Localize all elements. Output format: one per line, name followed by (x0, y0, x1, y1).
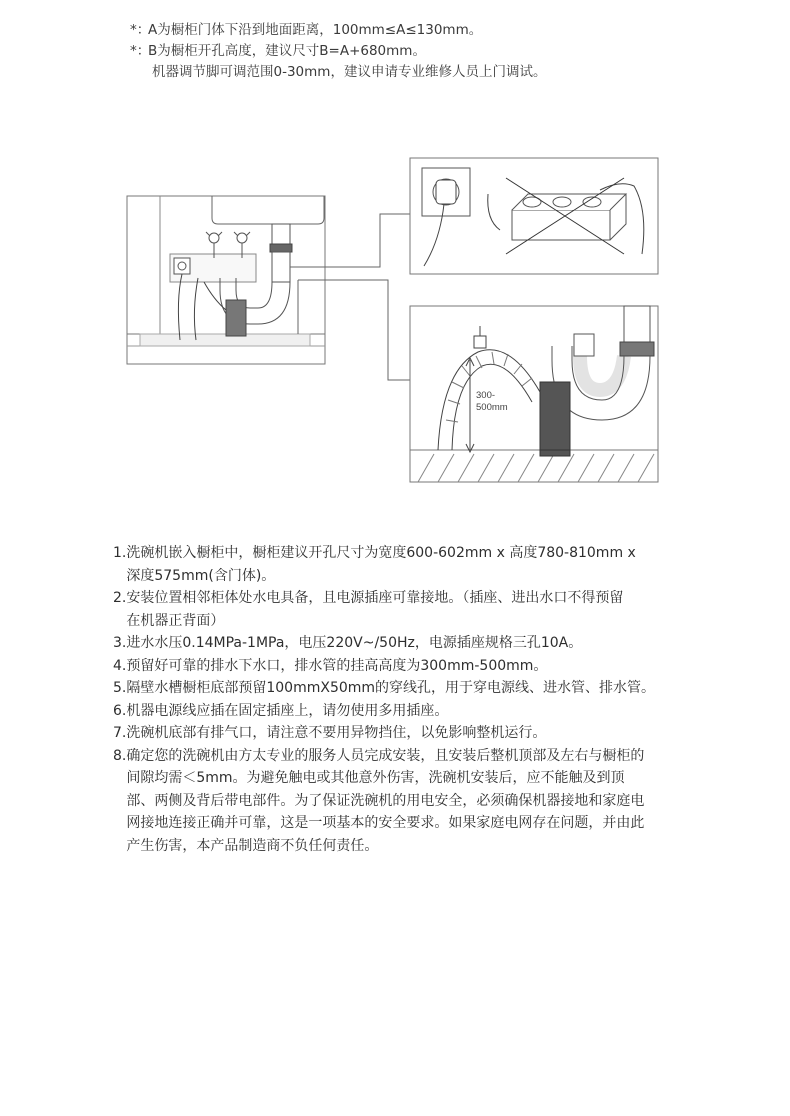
item-number: 5. (113, 680, 127, 696)
item-number: 7. (113, 725, 127, 741)
item-text (126, 655, 683, 678)
note-adjust (130, 62, 546, 83)
note-star: *： (130, 43, 151, 59)
item-line: 产生伤害，本产品制造商不负任何责任。 (126, 837, 379, 854)
list-item (113, 655, 683, 678)
item-line: 深度575mm(含门体)。 (126, 567, 276, 584)
item-line: 洗碗机底部有排气口，请注意不要用异物挡住，以免影响整机运行。 (126, 725, 547, 741)
list-item (113, 587, 683, 632)
item-line: 安装位置相邻柜体处水电具备，且电源插座可靠接地。（插座、进出水口不得预留 (126, 590, 624, 606)
drain-detail (410, 306, 658, 482)
item-line: 在机器正背面） (126, 612, 225, 629)
cabinet-illustration (127, 196, 325, 364)
installation-diagram (0, 150, 790, 495)
item-text (126, 722, 683, 745)
item-text (126, 587, 683, 632)
list-item (113, 700, 683, 723)
list-item (113, 542, 683, 587)
note-text: A为橱柜门体下沿到地面距离，100mm≤A≤130mm。 (148, 22, 483, 38)
item-number: 1. (113, 545, 127, 561)
height-label-line1: 300- (476, 390, 496, 401)
item-number: 6. (113, 702, 127, 719)
item-line: 间隙均需＜5mm。为避免触电或其他意外伤害，洗碗机安装后，应不能触及到顶 (126, 770, 625, 786)
list-item (113, 632, 683, 655)
list-item (113, 745, 683, 858)
item-line: 机器电源线应插在固定插座上，请勿使用多用插座。 (126, 702, 449, 719)
note-b (130, 41, 546, 62)
note-text: B为橱柜开孔高度，建议尺寸B=A+680mm。 (148, 43, 426, 59)
list-item (113, 677, 683, 700)
note-a (130, 20, 546, 41)
item-line: 确定您的洗碗机由方太专业的服务人员完成安装，且安装后整机顶部及左右与橱柜的 (126, 747, 645, 764)
item-line: 隔壁水槽橱柜底部预留100mmX50mm的穿线孔，用于穿电源线、进水管、排水管。 (126, 680, 656, 696)
item-text (126, 632, 683, 655)
item-number: 2. (113, 590, 127, 606)
note-star: *： (130, 22, 151, 38)
item-line: 预留好可靠的排水下水口，排水管的挂高高度为300mm-500mm。 (126, 657, 548, 674)
socket-detail (410, 158, 658, 274)
item-text (126, 745, 683, 858)
item-text (126, 677, 683, 700)
item-text (126, 542, 683, 587)
height-label-line2: 500mm (476, 402, 508, 413)
item-number: 3. (113, 635, 127, 651)
item-line: 进水水压0.14MPa-1MPa，电压220V~/50Hz，电源插座规格三孔10A。 (126, 635, 583, 651)
list-item (113, 722, 683, 745)
installation-notes (130, 20, 546, 83)
callout-lines (290, 214, 410, 380)
item-number: 4. (113, 657, 127, 674)
item-line: 洗碗机嵌入橱柜中，橱柜建议开孔尺寸为宽度600-602mm x 高度780-810mm x (126, 545, 636, 561)
requirements-list (113, 542, 683, 857)
note-text: 机器调节脚可调范围0-30mm，建议申请专业维修人员上门调试。 (152, 64, 547, 80)
item-line: 网接地连接正确并可靠，这是一项基本的安全要求。如果家庭电网存在问题，并由此 (126, 815, 645, 831)
item-line: 部、两侧及背后带电部件。为了保证洗碗机的用电安全，必须确保机器接地和家庭电 (126, 792, 645, 809)
item-text (126, 700, 683, 723)
item-number: 8. (113, 747, 127, 764)
